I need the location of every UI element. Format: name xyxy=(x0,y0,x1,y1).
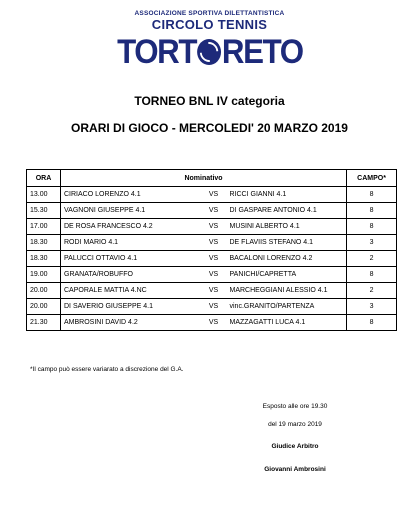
row-time: 20.00 xyxy=(27,283,61,299)
logo-club-text: CIRCOLO TENNIS xyxy=(151,17,268,32)
row-court: 3 xyxy=(347,235,397,251)
header-campo: CAMPO* xyxy=(347,170,397,187)
referee-title: Giudice Arbitro xyxy=(271,443,319,450)
row-player-1: GRANATA/ROBUFFO xyxy=(61,267,201,283)
row-court: 8 xyxy=(347,267,397,283)
logo-wordmark xyxy=(117,34,303,70)
row-time: 15.30 xyxy=(27,203,61,219)
row-vs: VS xyxy=(201,315,227,331)
row-player-1: RODI MARIO 4.1 xyxy=(61,235,201,251)
row-time: 20.00 xyxy=(27,299,61,315)
header-nominativo: Nominativo xyxy=(61,170,347,187)
tennis-ball-icon xyxy=(197,39,221,65)
row-court: 8 xyxy=(347,203,397,219)
schedule-subtitle: ORARI DI GIOCO - MERCOLEDI' 20 MARZO 2019 xyxy=(71,121,348,135)
logo-wordmark-right: RETO xyxy=(221,33,303,71)
table-row xyxy=(27,187,397,203)
referee-name: Giovanni Ambrosini xyxy=(264,466,326,473)
row-vs: VS xyxy=(201,187,227,203)
row-player-1: DI SAVERIO GIUSEPPE 4.1 xyxy=(61,299,201,315)
table-row xyxy=(27,203,397,219)
row-player-2: vinc.GRANITO/PARTENZA xyxy=(227,299,347,315)
schedule-table xyxy=(26,169,397,331)
row-court: 8 xyxy=(347,187,397,203)
row-time: 18.30 xyxy=(27,251,61,267)
row-court: 2 xyxy=(347,251,397,267)
row-time: 13.00 xyxy=(27,187,61,203)
row-player-1: AMBROSINI DAVID 4.2 xyxy=(61,315,201,331)
table-row xyxy=(27,235,397,251)
tournament-title: TORNEO BNL IV categoria xyxy=(134,94,285,108)
row-time: 17.00 xyxy=(27,219,61,235)
row-vs: VS xyxy=(201,299,227,315)
row-vs: VS xyxy=(201,203,227,219)
row-vs: VS xyxy=(201,219,227,235)
posted-time: Esposto alle ore 19.30 xyxy=(262,403,328,410)
row-player-2: PANICHI/CAPRETTA xyxy=(227,267,347,283)
row-court: 2 xyxy=(347,283,397,299)
table-row xyxy=(27,283,397,299)
posted-date: del 19 marzo 2019 xyxy=(268,421,322,428)
table-row xyxy=(27,219,397,235)
row-player-2: MARCHEGGIANI ALESSIO 4.1 xyxy=(227,283,347,299)
row-vs: VS xyxy=(201,251,227,267)
table-header-row xyxy=(27,170,397,187)
row-vs: VS xyxy=(201,283,227,299)
row-court: 3 xyxy=(347,299,397,315)
row-court: 8 xyxy=(347,219,397,235)
row-player-1: CIRIACO LORENZO 4.1 xyxy=(61,187,201,203)
row-time: 19.00 xyxy=(27,267,61,283)
row-vs: VS xyxy=(201,267,227,283)
row-time: 18.30 xyxy=(27,235,61,251)
row-court: 8 xyxy=(347,315,397,331)
row-player-1: DE ROSA FRANCESCO 4.2 xyxy=(61,219,201,235)
row-player-2: BACALONI LORENZO 4.2 xyxy=(227,251,347,267)
row-player-1: CAPORALE MATTIA 4.NC xyxy=(61,283,201,299)
row-player-2: MAZZAGATTI LUCA 4.1 xyxy=(227,315,347,331)
header-ora: ORA xyxy=(27,170,61,187)
table-row xyxy=(27,267,397,283)
row-player-2: DI GASPARE ANTONIO 4.1 xyxy=(227,203,347,219)
table-row xyxy=(27,251,397,267)
logo-wordmark-left: TORT xyxy=(116,33,196,71)
row-player-1: PALUCCI OTTAVIO 4.1 xyxy=(61,251,201,267)
row-time: 21.30 xyxy=(27,315,61,331)
row-player-2: RICCI GIANNI 4.1 xyxy=(227,187,347,203)
row-player-2: DE FLAVIIS STEFANO 4.1 xyxy=(227,235,347,251)
club-logo xyxy=(0,10,419,70)
row-vs: VS xyxy=(201,235,227,251)
row-player-1: VAGNONI GIUSEPPE 4.1 xyxy=(61,203,201,219)
logo-association-text: ASSOCIAZIONE SPORTIVA DILETTANTISTICA xyxy=(134,10,285,17)
court-note: *Il campo può essere variarato a discrezione del G.A. xyxy=(30,366,184,373)
table-row xyxy=(27,299,397,315)
table-row xyxy=(27,315,397,331)
row-player-2: MUSINI ALBERTO 4.1 xyxy=(227,219,347,235)
